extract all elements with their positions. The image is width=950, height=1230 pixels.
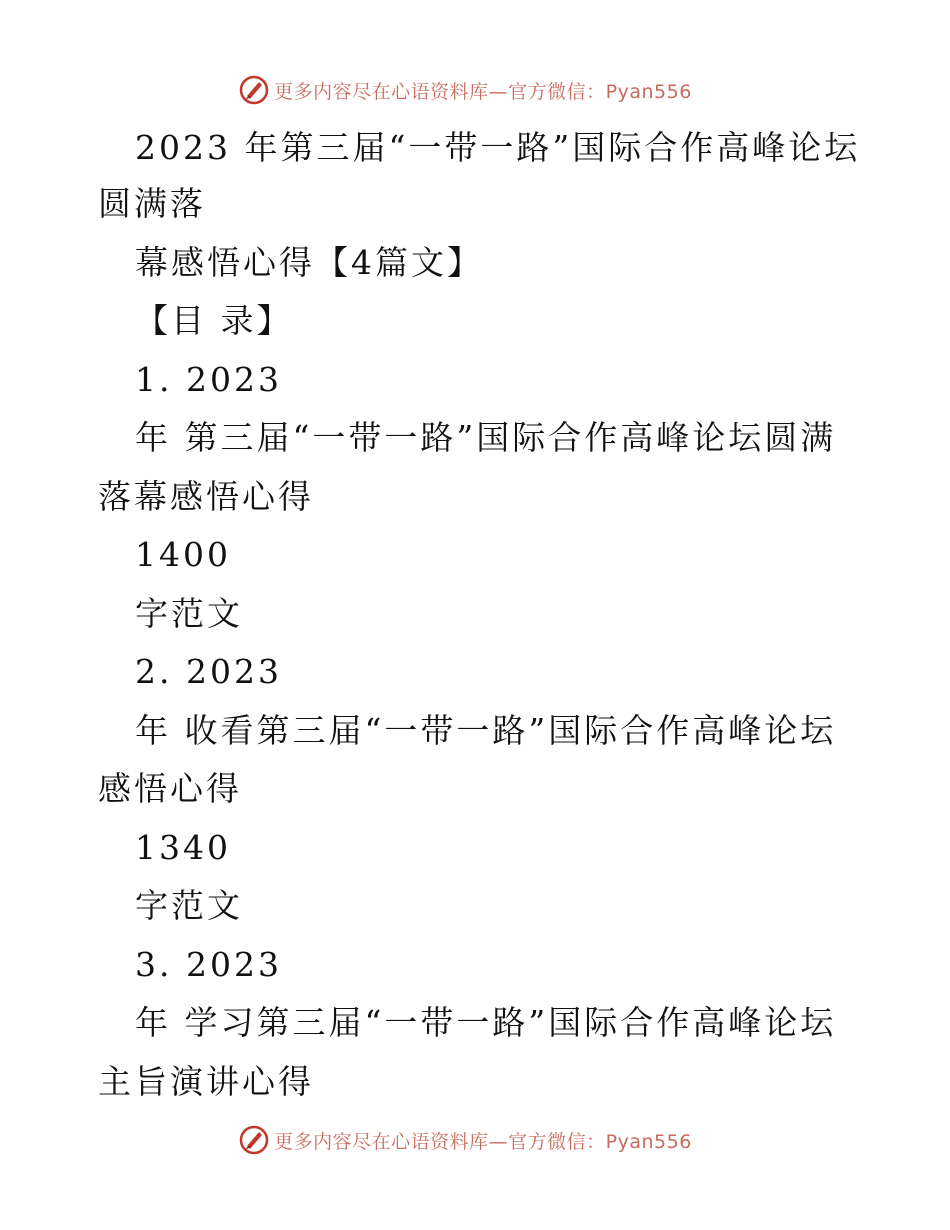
toc-item-number: 1. 2023 xyxy=(135,360,282,399)
toc-heading: 【目 录】 xyxy=(135,301,293,340)
toc-item-title: 年 学习第三届“一带一路”国际合作高峰论坛 xyxy=(135,1003,837,1042)
document-title-line-3: 幕感悟心得【4篇文】 xyxy=(135,243,483,282)
toc-item-title: 年 第三届“一带一路”国际合作高峰论坛圆满 xyxy=(135,418,837,457)
toc-item-word-count: 1400 xyxy=(135,535,231,574)
toc-item-number: 3. 2023 xyxy=(135,945,282,984)
toc-item-number: 2. 2023 xyxy=(135,652,282,691)
header-watermark-banner xyxy=(0,70,950,110)
toc-item-title-continued: 主旨演讲心得 xyxy=(98,1062,314,1101)
footer-banner-text: 更多内容尽在心语资料库—官方微信：Pyan556 xyxy=(274,1130,692,1153)
toc-item-word-count: 1340 xyxy=(135,828,231,867)
toc-item-title-continued: 感悟心得 xyxy=(98,769,242,808)
document-title-line-1: 2023 年第三届“一带一路”国际合作高峰论坛 xyxy=(135,128,861,167)
pen-nib-logo-icon xyxy=(238,74,270,106)
toc-item-title: 年 收看第三届“一带一路”国际合作高峰论坛 xyxy=(135,711,837,750)
pen-nib-logo-icon xyxy=(238,1124,270,1156)
header-banner-text: 更多内容尽在心语资料库—官方微信：Pyan556 xyxy=(274,80,692,103)
toc-item-suffix: 字范文 xyxy=(135,886,243,925)
document-title-line-2: 圆满落 xyxy=(98,184,206,223)
toc-item-title-continued: 落幕感悟心得 xyxy=(98,477,314,516)
footer-watermark-banner xyxy=(0,1120,950,1160)
toc-item-suffix: 字范文 xyxy=(135,594,243,633)
